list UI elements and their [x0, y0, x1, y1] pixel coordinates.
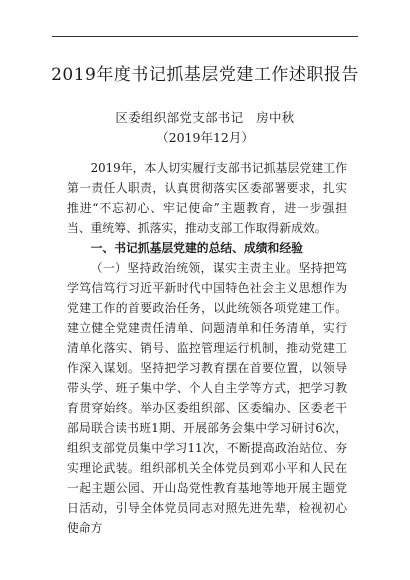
section-paragraph: （一）坚持政治统领，谋实主责主业。坚持把笃学笃信笃行习近平新时代中国特色社会主义思想作为党建工作的首要政治任务，以此统领各项党建工作。建立健全党建责任清单、问题清单和任务清单，实行清单化落实、销号、监控管理运行机制，推动党建工作深入谋划。坚持把学习教育摆在首要位置，以领导带头学、班子集中学、个人自主学等方式，把学习教育贯穿始终。举办区委组织部、区委编办、区委老干部局联合读书班1期、开展部务会集中学习研讨6次，组织支部党员集中学习11次，不断提高政治站位、夯实理论武装。组织部机关全体党员到邓小平和人民在一起主题公园、开山岛党性教育基地等地开展主题党日活动，引导全体党员同志对照先进先辈，检视初心使命方 — [67, 261, 347, 535]
author-line: 区委组织部党支部书记 房中秋 — [115, 110, 295, 125]
date-line: （2019年12月） — [156, 130, 254, 145]
intro-paragraph: 2019年，本人切实履行支部书记抓基层党建工作第一责任人职责，认真贯彻落实区委部署要求，扎实推进“不忘初心、牢记使命”主题教育，进一步强担当、重统筹、抓落实，推动支部工作取得新成效。 — [67, 161, 347, 235]
top-rule — [52, 36, 358, 37]
document-title: 2019年度书记抓基层党建工作述职报告 — [51, 65, 359, 85]
section-heading: 一、书记抓基层党建的总结、成绩和经验 — [90, 241, 303, 255]
document-body — [67, 158, 347, 538]
